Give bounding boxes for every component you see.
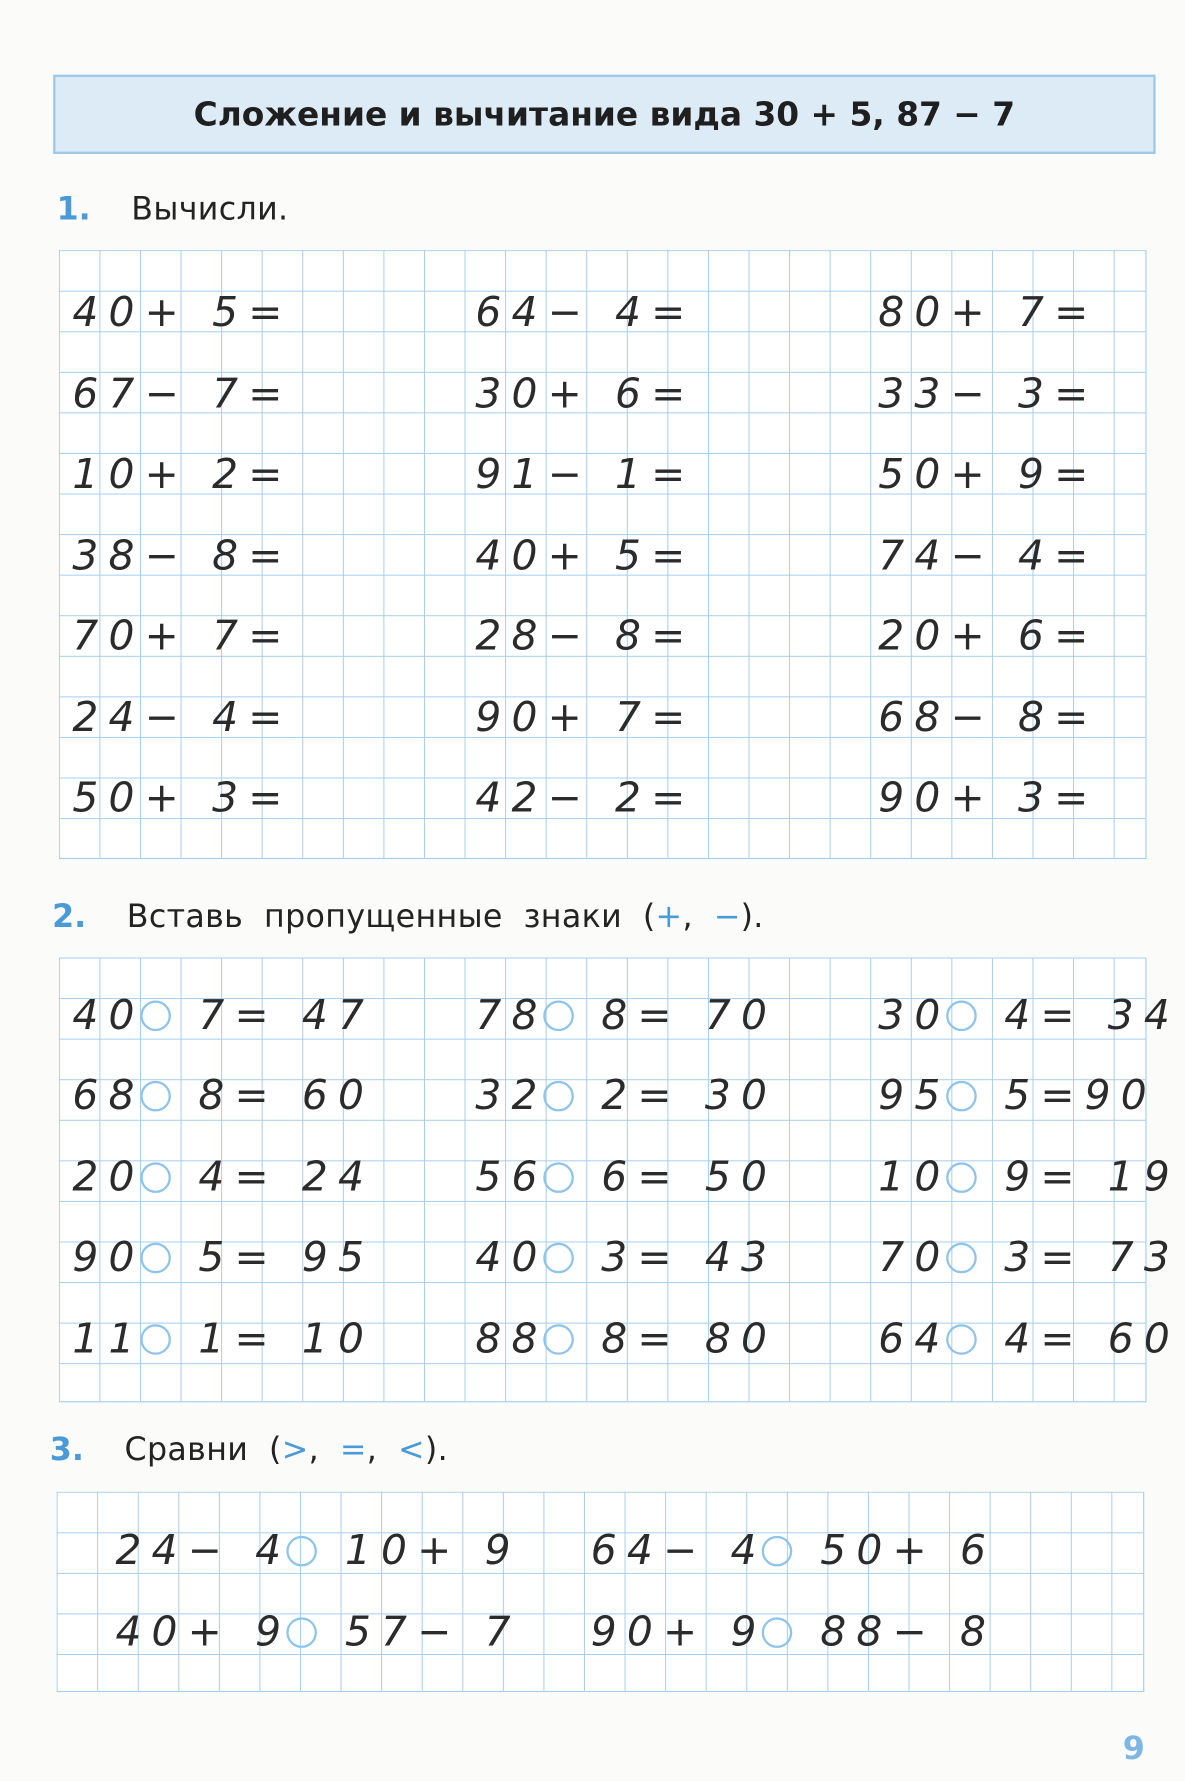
sign-equal: = xyxy=(339,1430,367,1468)
comparison-circle[interactable] xyxy=(762,1617,793,1648)
equation-row: 30 4= 34 xyxy=(878,992,1181,1040)
expression: 38− 8= xyxy=(72,533,293,580)
answer-circle[interactable] xyxy=(543,1081,574,1112)
equation-row: 32 2= 30 xyxy=(475,1072,778,1120)
page-number: 9 xyxy=(1122,1729,1145,1767)
equation-row: 56 6= 50 xyxy=(475,1154,778,1201)
equation-row: 40 3= 43 xyxy=(475,1234,778,1282)
task-1-instruction: Вычисли. xyxy=(131,190,289,228)
equation-row: 20 4= 24 xyxy=(72,1154,375,1201)
page-title: Сложение и вычитание вида 30 + 5, 87 − 7 xyxy=(193,95,1016,134)
expression: 90+ 7= xyxy=(475,694,696,742)
expression: 67− 7= xyxy=(72,371,293,418)
equation-row: 88 8= 80 xyxy=(475,1316,778,1363)
sign-less: < xyxy=(398,1430,425,1468)
expression: 33− 3= xyxy=(878,371,1099,418)
comparison-circle[interactable] xyxy=(287,1617,318,1648)
equation-row: 11 1= 10 xyxy=(72,1316,375,1363)
equation-row: 78 8= 70 xyxy=(475,992,778,1040)
equation-row: 70 3= 73 xyxy=(878,1234,1181,1282)
task-1-number: 1. xyxy=(56,190,91,228)
equation-row: 90 5= 95 xyxy=(72,1234,375,1282)
equation-row: 64 4= 60 xyxy=(878,1316,1181,1363)
expression: 50+ 9= xyxy=(878,451,1099,498)
task-3-grid xyxy=(57,1492,1145,1692)
comparison-circle[interactable] xyxy=(287,1536,318,1567)
answer-circle[interactable] xyxy=(543,1324,574,1355)
task-1-header xyxy=(57,190,289,227)
expression: 74− 4= xyxy=(878,533,1099,580)
answer-circle[interactable] xyxy=(946,1001,977,1032)
task-3-header xyxy=(50,1431,448,1468)
task-2-number: 2. xyxy=(52,897,87,935)
answer-circle[interactable] xyxy=(543,1162,574,1193)
answer-circle[interactable] xyxy=(140,1081,171,1112)
expression: 50+ 3= xyxy=(72,775,293,822)
answer-circle[interactable] xyxy=(140,1324,171,1355)
answer-circle[interactable] xyxy=(140,1243,171,1274)
expression: 28− 8= xyxy=(475,613,696,660)
expression: 42− 2= xyxy=(475,775,696,822)
task-2-header xyxy=(52,898,764,935)
equation-row: 68 8= 60 xyxy=(72,1072,375,1120)
expression: 24− 4= xyxy=(72,694,293,742)
sign-plus: + xyxy=(655,897,683,935)
expression: 64− 4= xyxy=(475,289,696,337)
equation-row: 95 5=90 xyxy=(878,1072,1157,1120)
task-3-number: 3. xyxy=(49,1430,84,1468)
answer-circle[interactable] xyxy=(946,1081,977,1112)
answer-circle[interactable] xyxy=(543,1001,574,1032)
expression: 70+ 7= xyxy=(72,613,293,660)
comparison-row: 64− 4 50+ 6 xyxy=(590,1527,997,1575)
expression: 40+ 5= xyxy=(72,289,293,337)
expression: 30+ 6= xyxy=(475,371,696,418)
expression: 20+ 6= xyxy=(878,613,1099,660)
answer-circle[interactable] xyxy=(946,1324,977,1355)
task-3-instruction: Сравни (>, =, <). xyxy=(124,1430,449,1468)
sign-greater: > xyxy=(281,1430,309,1468)
comparison-row: 24− 4 10+ 9 xyxy=(115,1527,521,1575)
answer-circle[interactable] xyxy=(946,1162,977,1193)
title-band xyxy=(53,75,1155,154)
task-2-instruction: Вставь пропущенные знаки (+, −). xyxy=(126,897,764,935)
answer-circle[interactable] xyxy=(140,1001,171,1032)
comparison-row: 40+ 9 57− 7 xyxy=(115,1609,521,1656)
comparison-circle[interactable] xyxy=(762,1536,793,1567)
equation-row: 40 7= 47 xyxy=(72,992,375,1040)
expression: 68− 8= xyxy=(878,694,1099,742)
answer-circle[interactable] xyxy=(946,1243,977,1274)
comparison-row: 90+ 9 88− 8 xyxy=(590,1609,997,1656)
answer-circle[interactable] xyxy=(140,1162,171,1193)
expression: 10+ 2= xyxy=(72,451,293,498)
expression: 91− 1= xyxy=(475,451,696,498)
expression: 40+ 5= xyxy=(475,533,696,580)
sign-minus: − xyxy=(713,897,741,935)
equation-row: 10 9= 19 xyxy=(878,1154,1181,1201)
expression: 90+ 3= xyxy=(878,775,1099,822)
expression: 80+ 7= xyxy=(878,289,1099,337)
answer-circle[interactable] xyxy=(543,1243,574,1274)
